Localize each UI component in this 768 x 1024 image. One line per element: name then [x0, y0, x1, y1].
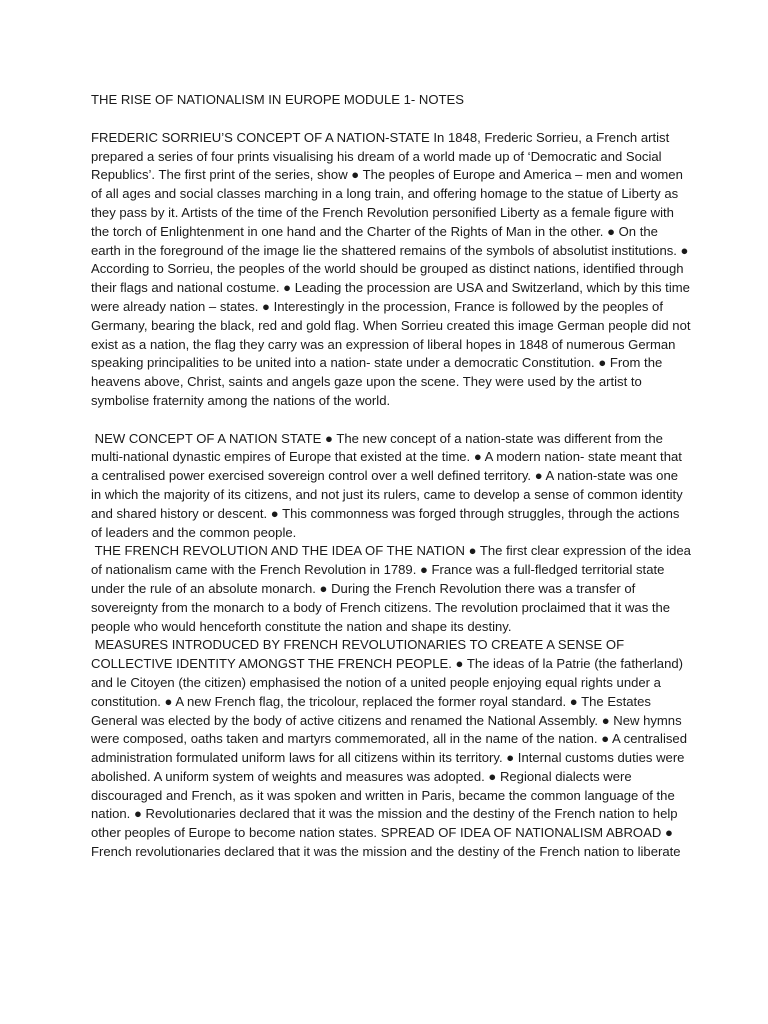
paragraph-french-revolution-idea-of-nation: THE FRENCH REVOLUTION AND THE IDEA OF THE NATION ● The first clear expression of the idea of nationalism came with the French Revolution in 1789. ● France was a full-fledged territorial state under the rule of an absolute monarch. ● During the French Revolution there was a transfer of sovereignty from the monarch to a body of French citizens. The revolution proclaimed that it was the people who would henceforth constitute the nation and shape its destiny. [91, 543, 695, 634]
document-body [91, 91, 695, 862]
document-title: THE RISE OF NATIONALISM IN EUROPE MODULE 1- NOTES [91, 92, 464, 107]
paragraph-measures-french-revolutionaries: MEASURES INTRODUCED BY FRENCH REVOLUTIONARIES TO CREATE A SENSE OF COLLECTIVE IDENTITY AMONGST THE FRENCH PEOPLE. ● The ideas of la Patrie (the fatherland) and le Citoyen (the citizen) emphasised the notion of a united people enjoying equal rights under a constitution. ● A new French flag, the tricolour, replaced the former royal standard. ● The Estates General was elected by the body of active citizens and renamed the National Assembly. ● New hymns were composed, oaths taken and martyrs commemorated, all in the name of the nation. ● A centralised administration formulated uniform laws for all citizens within its territory. ● Internal customs duties were abolished. A uniform system of weights and measures was adopted. ● Regional dialects were discouraged and French, as it was spoken and written in Paris, became the common language of the nation. ● Revolutionaries declared that it was the mission and the destiny of the French nation to help other peoples of Europe to become nation states. SPREAD OF IDEA OF NATIONALISM ABROAD ● French revolutionaries declared that it was the mission and the destiny of the French nation to liberate [91, 637, 691, 860]
paragraph-sorrieu-nation-state: FREDERIC SORRIEU’S CONCEPT OF A NATION-STATE In 1848, Frederic Sorrieu, a French artist prepared a series of four prints visualising his dream of a world made up of ‘Democratic and Social Republics’. The first print of the series, show ● The peoples of Europe and America – men and women of all ages and social classes marching in a long train, and offering homage to the statue of Liberty as they pass by it. Artists of the time of the French Revolution personified Liberty as a female figure with the torch of Enlightenment in one hand and the Charter of the Rights of Man in the other. ● On the earth in the foreground of the image lie the shattered remains of the symbols of absolutist institutions. ● According to Sorrieu, the peoples of the world should be grouped as distinct nations, identified through their flags and national costume. ● Leading the procession are USA and Switzerland, which by this time were already nation – states. ● Interestingly in the procession, France is followed by the peoples of Germany, bearing the black, red and gold flag. When Sorrieu created this image German people did not exist as a nation, the flag they carry was an expression of liberal hopes in 1848 of numerous German speaking principalities to be united into a nation- state under a democratic Constitution. ● From the heavens above, Christ, saints and angels gaze upon the scene. They were used by the artist to symbolise fraternity among the nations of the world. [91, 129, 695, 408]
paragraph-new-concept-nation-state: NEW CONCEPT OF A NATION STATE ● The new concept of a nation-state was different from the multi-national dynastic empires of Europe that existed at the time. ● A modern nation- state meant that a centralised power exercised sovereign control over a well defined territory. ● A nation-state was one in which the majority of its citizens, and not just its rulers, came to develop a sense of common identity and shared history or descent. ● This commonness was forged through struggles, through the actions of leaders and the common people. [91, 430, 687, 540]
